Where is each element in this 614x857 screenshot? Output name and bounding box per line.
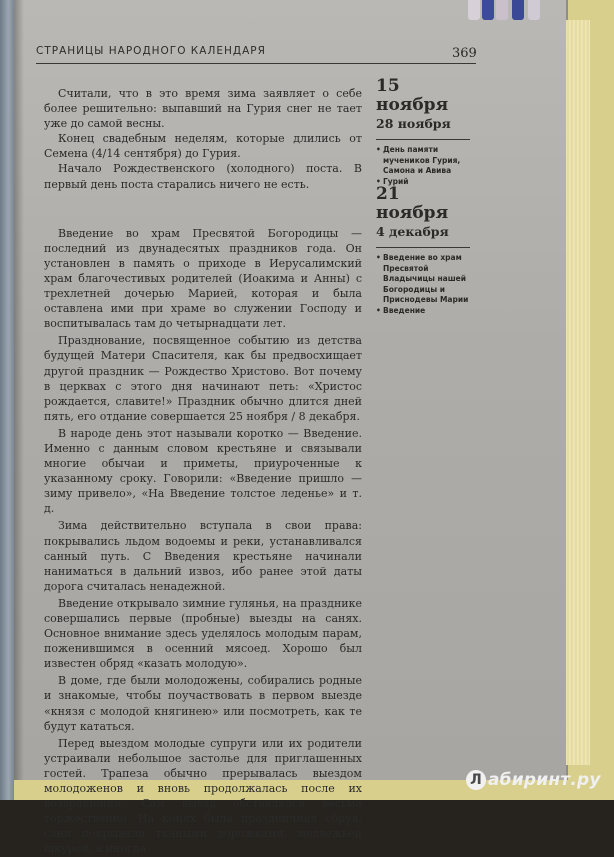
paragraph: Начало Рождественского (холодного) поста. В первый день поста старались ничего не есть. [44,162,362,191]
sidebar-rule [376,247,470,248]
paragraph: В народе день этот называли коротко — Введение. Именно с данным словом крестьяне и связывали многие обычаи и приметы, приуроченные к указанному сроку. Говорили: «Введение пришло — зиму привело», «На Введение толстое леденье» и т. д. [44,426,362,516]
date-new-style: 21 ноября [376,184,449,223]
sidebar-rule [376,139,470,140]
paragraph: Введение во храм Пресвятой Богородицы — последний из двунадесятых праздников года. Он установлен в память о приходе в Иерусалимский храм благочестивых родителей (Иоакима и Анны) с трехлетней дочерью Марией, которая и была оставлена ими при храме во служении Господу и воспитывалась там до четырнадцати лет. [44,226,362,331]
date-old-style: 28 ноября [376,116,451,131]
date-old-style: 4 декабря [376,224,449,239]
paragraph: Конец свадебным неделям, которые длились от Семена (4/14 сентября) до Гурия. [44,132,362,161]
paragraph: Перед выездом молодые супруги или их родители устраивали небольшое застолье для приглашенных гостей. Трапеза обычно прерывалась выездом молодоженов и вновь продолжалась после их возвращения. Сам выезд обставлялся весьма торжественно. На конях была праздничная сбруя, сани покрывали ткаными дорожками, медвежьей шкурой, а иногда [44,736,362,856]
paragraph: В доме, где были молодожены, собирались родные и знакомые, чтобы поучаствовать в первом выезде «князя с молодой княгинею» или посмотреть, как те будут кататься. [44,674,362,733]
watermark-text: абиринт.ру [488,770,601,790]
watermark [466,768,601,792]
gutter-shadow [14,0,24,780]
sidebar-date-entry [376,77,472,187]
page-edges [566,20,590,765]
main-text-column [44,86,362,857]
ribbon-bookmark [468,0,542,20]
feast-item: • Введение [376,306,472,317]
feast-item: • Гурий [376,177,472,188]
header-rule [36,63,476,64]
running-title: СТРАНИЦЫ НАРОДНОГО КАЛЕНДАРЯ [36,45,266,57]
paragraph: Зима действительно вступала в свои права: покрывались льдом водоемы и реки, устанавливался санный путь. С Введения крестьяне начинали наниматься в дальний извоз, ибо ранее этой даты дорога считалась ненадежной. [44,519,362,593]
labirint-logo-icon: Л [466,770,486,790]
book-binding [0,0,14,800]
feast-item: • День памяти мучеников Гурия, Самона и Авива [376,145,472,177]
date-new-style: 15 ноября [376,76,449,115]
paragraph: Празднование, посвященное событию из детства будущей Матери Спасителя, как бы предвосхищает другой праздник — Рождество Христово. Вот почему в церквах с этого дня начинают петь: «Христос рождается, славите!» Праздник обычно длится дней пять, его отдание совершается 25 ноября / 8 декабря. [44,334,362,423]
paragraph: Введение открывало зимние гулянья, на празднике совершались первые (пробные) выезды на санях. Основное внимание здесь уделялось молодым парам, поженившимся в осенний мясоед. Хорошо был известен обряд «казать молодую». [44,596,362,671]
sidebar-date-entry [376,185,472,316]
feast-item: • Введение во храм Пресвятой Владычицы нашей Богородицы и Приснодевы Марии [376,253,472,306]
paragraph: Считали, что в это время зима заявляет о себе более решительно: выпавший на Гурия снег не тает уже до самой весны. [44,87,362,131]
page-number: 369 [452,46,477,61]
